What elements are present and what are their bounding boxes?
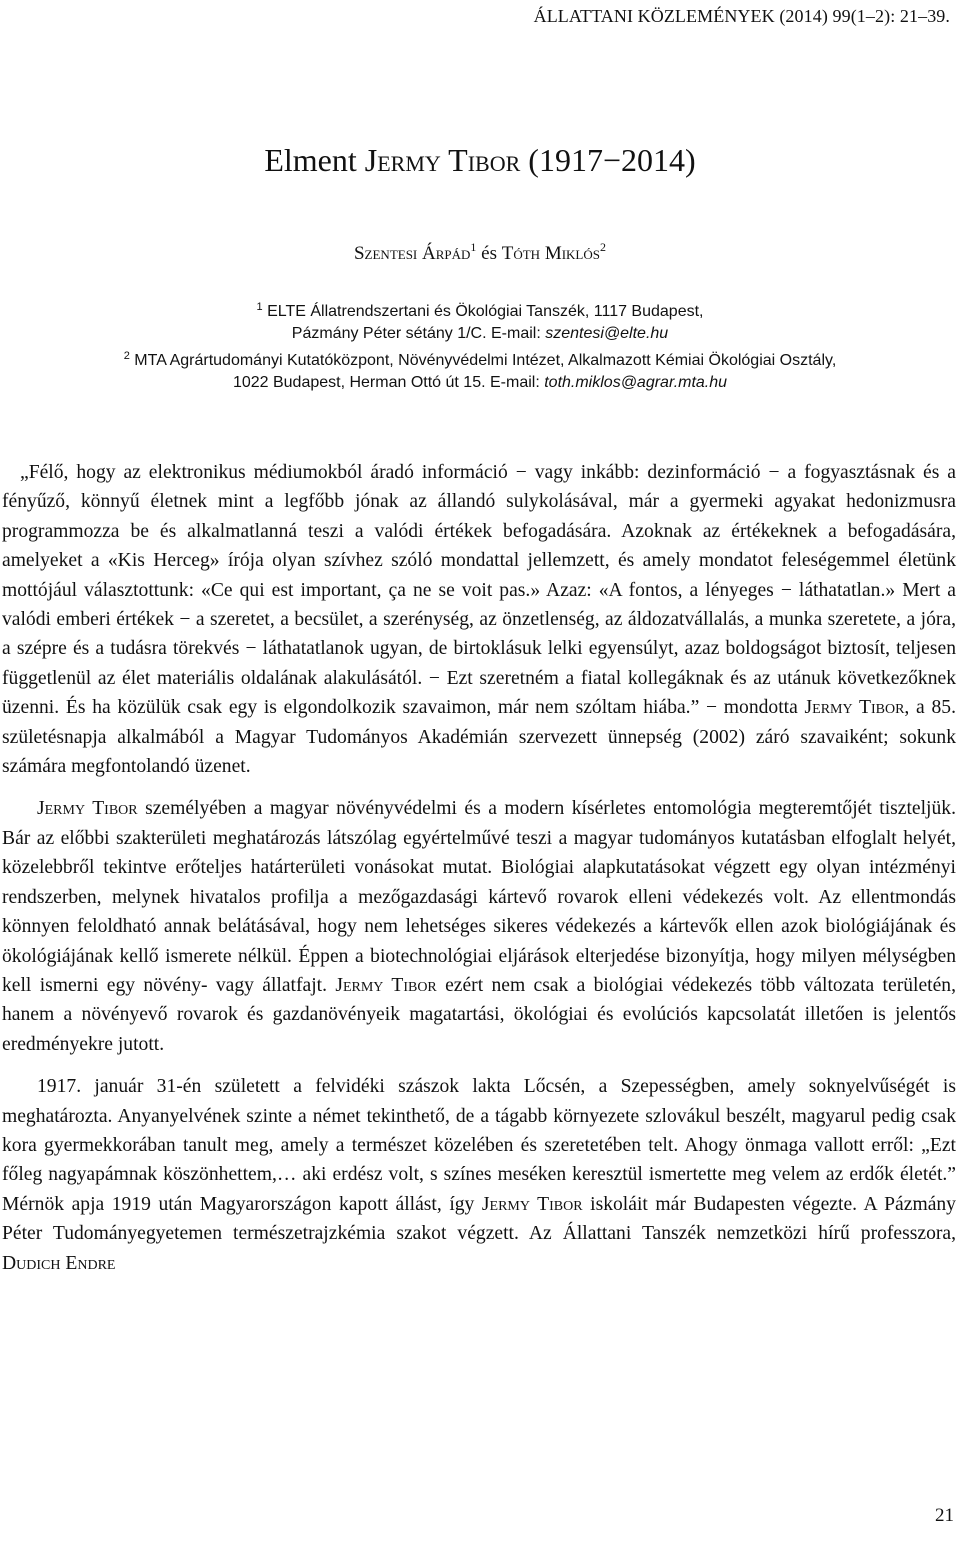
person-name: Dudich Endre: [2, 1252, 116, 1274]
email-1: szentesi@elte.hu: [545, 325, 669, 342]
author-1: Szentesi Árpád: [353, 243, 471, 264]
email-2: toth.miklos@agrar.mta.hu: [544, 374, 728, 391]
person-name: Jermy Tibor: [804, 697, 905, 719]
person-name: Jermy Tibor: [481, 1193, 583, 1215]
author-conjunction: és: [476, 243, 502, 264]
running-head: ÁLLATTANI KÖZLEMÉNYEK (2014) 99(1–2): 21–39.: [533, 6, 950, 26]
author-1-affil-mark: 1: [470, 240, 477, 254]
affiliation-2-line-1: $^2$ MTA Agrártudományi Kutatóközpont, Növényvédelmi Intézet, Alkalmazott Kémiai Ökológiai Osztály,: [123, 350, 837, 369]
paragraph-3: 1917. január 31-én született a felvidéki szászok lakta Lőcsén, a Szepességben, amely soknyelvűségét is meghatározta. Anyanyelvének szinte a német tekinthető, de a tágabb környezete szlovákul beszélt, magyarul pedig csak kora gyermekkorában tanult meg, amely a természet közelében és szeretetében telt. Ahogy önmaga vallott erről: „Ezt főleg nagyapámnak köszönhettem,… aki erdész volt, s színes meséken keresztül ismertette meg velem az erdők életét.” Mérnök apja 1919 után Magyarországon kapott állást, így Jermy Tibor iskoláit már Budapesten végezte. A Pázmány Péter Tudományegyetemen természetrajzkémia szakot végzett. Az Állattani Tanszék nemzetközi hírű professzora, Dudich Endre: [2, 1076, 956, 1274]
title-prefix: Elment: [264, 142, 365, 178]
article-body: [2, 458, 956, 1291]
author-list: [0, 240, 960, 265]
author-2-affil-mark: 2: [600, 240, 606, 254]
person-name: Jermy Tibor: [335, 974, 437, 996]
affiliation-1-line-1: $^1$ ELTE Állatrendszertani és Ökológiai Tanszék, 1117 Budapest,: [256, 301, 704, 320]
title-suffix: (1917−2014): [520, 142, 696, 178]
person-name: Jermy Tibor: [37, 798, 138, 820]
author-2: Tóth Miklós: [501, 243, 600, 264]
affiliations: [0, 296, 960, 394]
paragraph-2: Jermy Tibor személyében a magyar növényvédelmi és a modern kísérletes entomológia megteremtőjét tiszteljük. Bár az előbbi szakterületi meghatározás látszólag egyértelművé teszi a magyar tudományos kutatásban elfoglalt helyét, közelebbről tekintve erőteljes határterületi vonásokat mutat. Biológiai alapkutatásokat végzett egy olyan intézményi rendszerben, melynek hivatalos profilja a mezőgazdasági kártevő rovarok elleni védekezés volt. Az ellentmondás könnyen feloldható annak belátásával, hogy nem lehetséges sikeres védekezés a kártevők ellen azok biológiájának és ökológiájának kellő ismerete nélkül. Éppen a biotechnológiai eljárások elterjedése bizonyítja, hogy milyen mélységben kell ismerni egy növény- vagy állatfajt. Jermy Tibor ezért nem csak a biológiai védekezés több változata területén, hanem a növényevő rovarok és gazdanövényeik magatartási, ökológiai és evolúciós kapcsolatát illetően is jelentős eredményekre jutott.: [2, 798, 956, 1055]
title-name: Jermy Tibor: [364, 142, 521, 178]
affiliation-2-mark: 2: [123, 350, 130, 362]
page-number: 21: [935, 1505, 954, 1526]
paragraph-1: „Félő, hogy az elektronikus médiumokból áradó információ − vagy inkább: dezinformáció − a fogyasztásnak és a fényűző, könnyű életnek mint a legfőbb jónak az állandó sulykolásával, már a gyermeki agyakat hedonizmusra programmozza be és alkalmatlanná teszi a valódi értékek befogadására. Azoknak az értékeknek a befogadására, amelyeket a «Kis Herceg» írója olyan szívhez szóló mondattal jellemzett, és amely mondatot feleségemmel életünk mottójául választottunk: «Ce qui est important, ça ne se voit pas.» Azaz: «A fontos, a lényeges − láthatatlan.» Mert a valódi emberi értékek − a szeretet, a becsület, a szerénység, az önzetlenség, az áldozatvállalás, a munka szeretete, a jóra, a szépre és a tudásra törekvés − láthatatlanok ugyan, de birtoklásuk lelki egyensúlyt, azaz boldogságot biztosít, teljesen függetlenül az élet materiális oldalának alakulásától. − Ezt szeretném a fiatal kollegáknak és az utánuk következőknek üzenni. És ha közülük csak egy is elgondolkozik szavaimon, már nem szóltam hiába.” − mondotta Jermy Tibor, a 85. születésnapja alkalmából a Magyar Tudományos Akadémián szervezett ünnepség (2002) záró szavaiként; sokunk számára megfontolandó üzenet.: [2, 462, 956, 778]
affiliation-2-line-2: 1022 Budapest, Herman Ottó út 15. E-mail: toth.miklos@agrar.mta.hu: [232, 374, 728, 391]
affiliation-1-line-2: Pázmány Péter sétány 1/C. E-mail: szentesi@elte.hu: [291, 325, 669, 342]
affiliation-1-mark: 1: [256, 301, 263, 313]
article-title: [0, 142, 960, 179]
